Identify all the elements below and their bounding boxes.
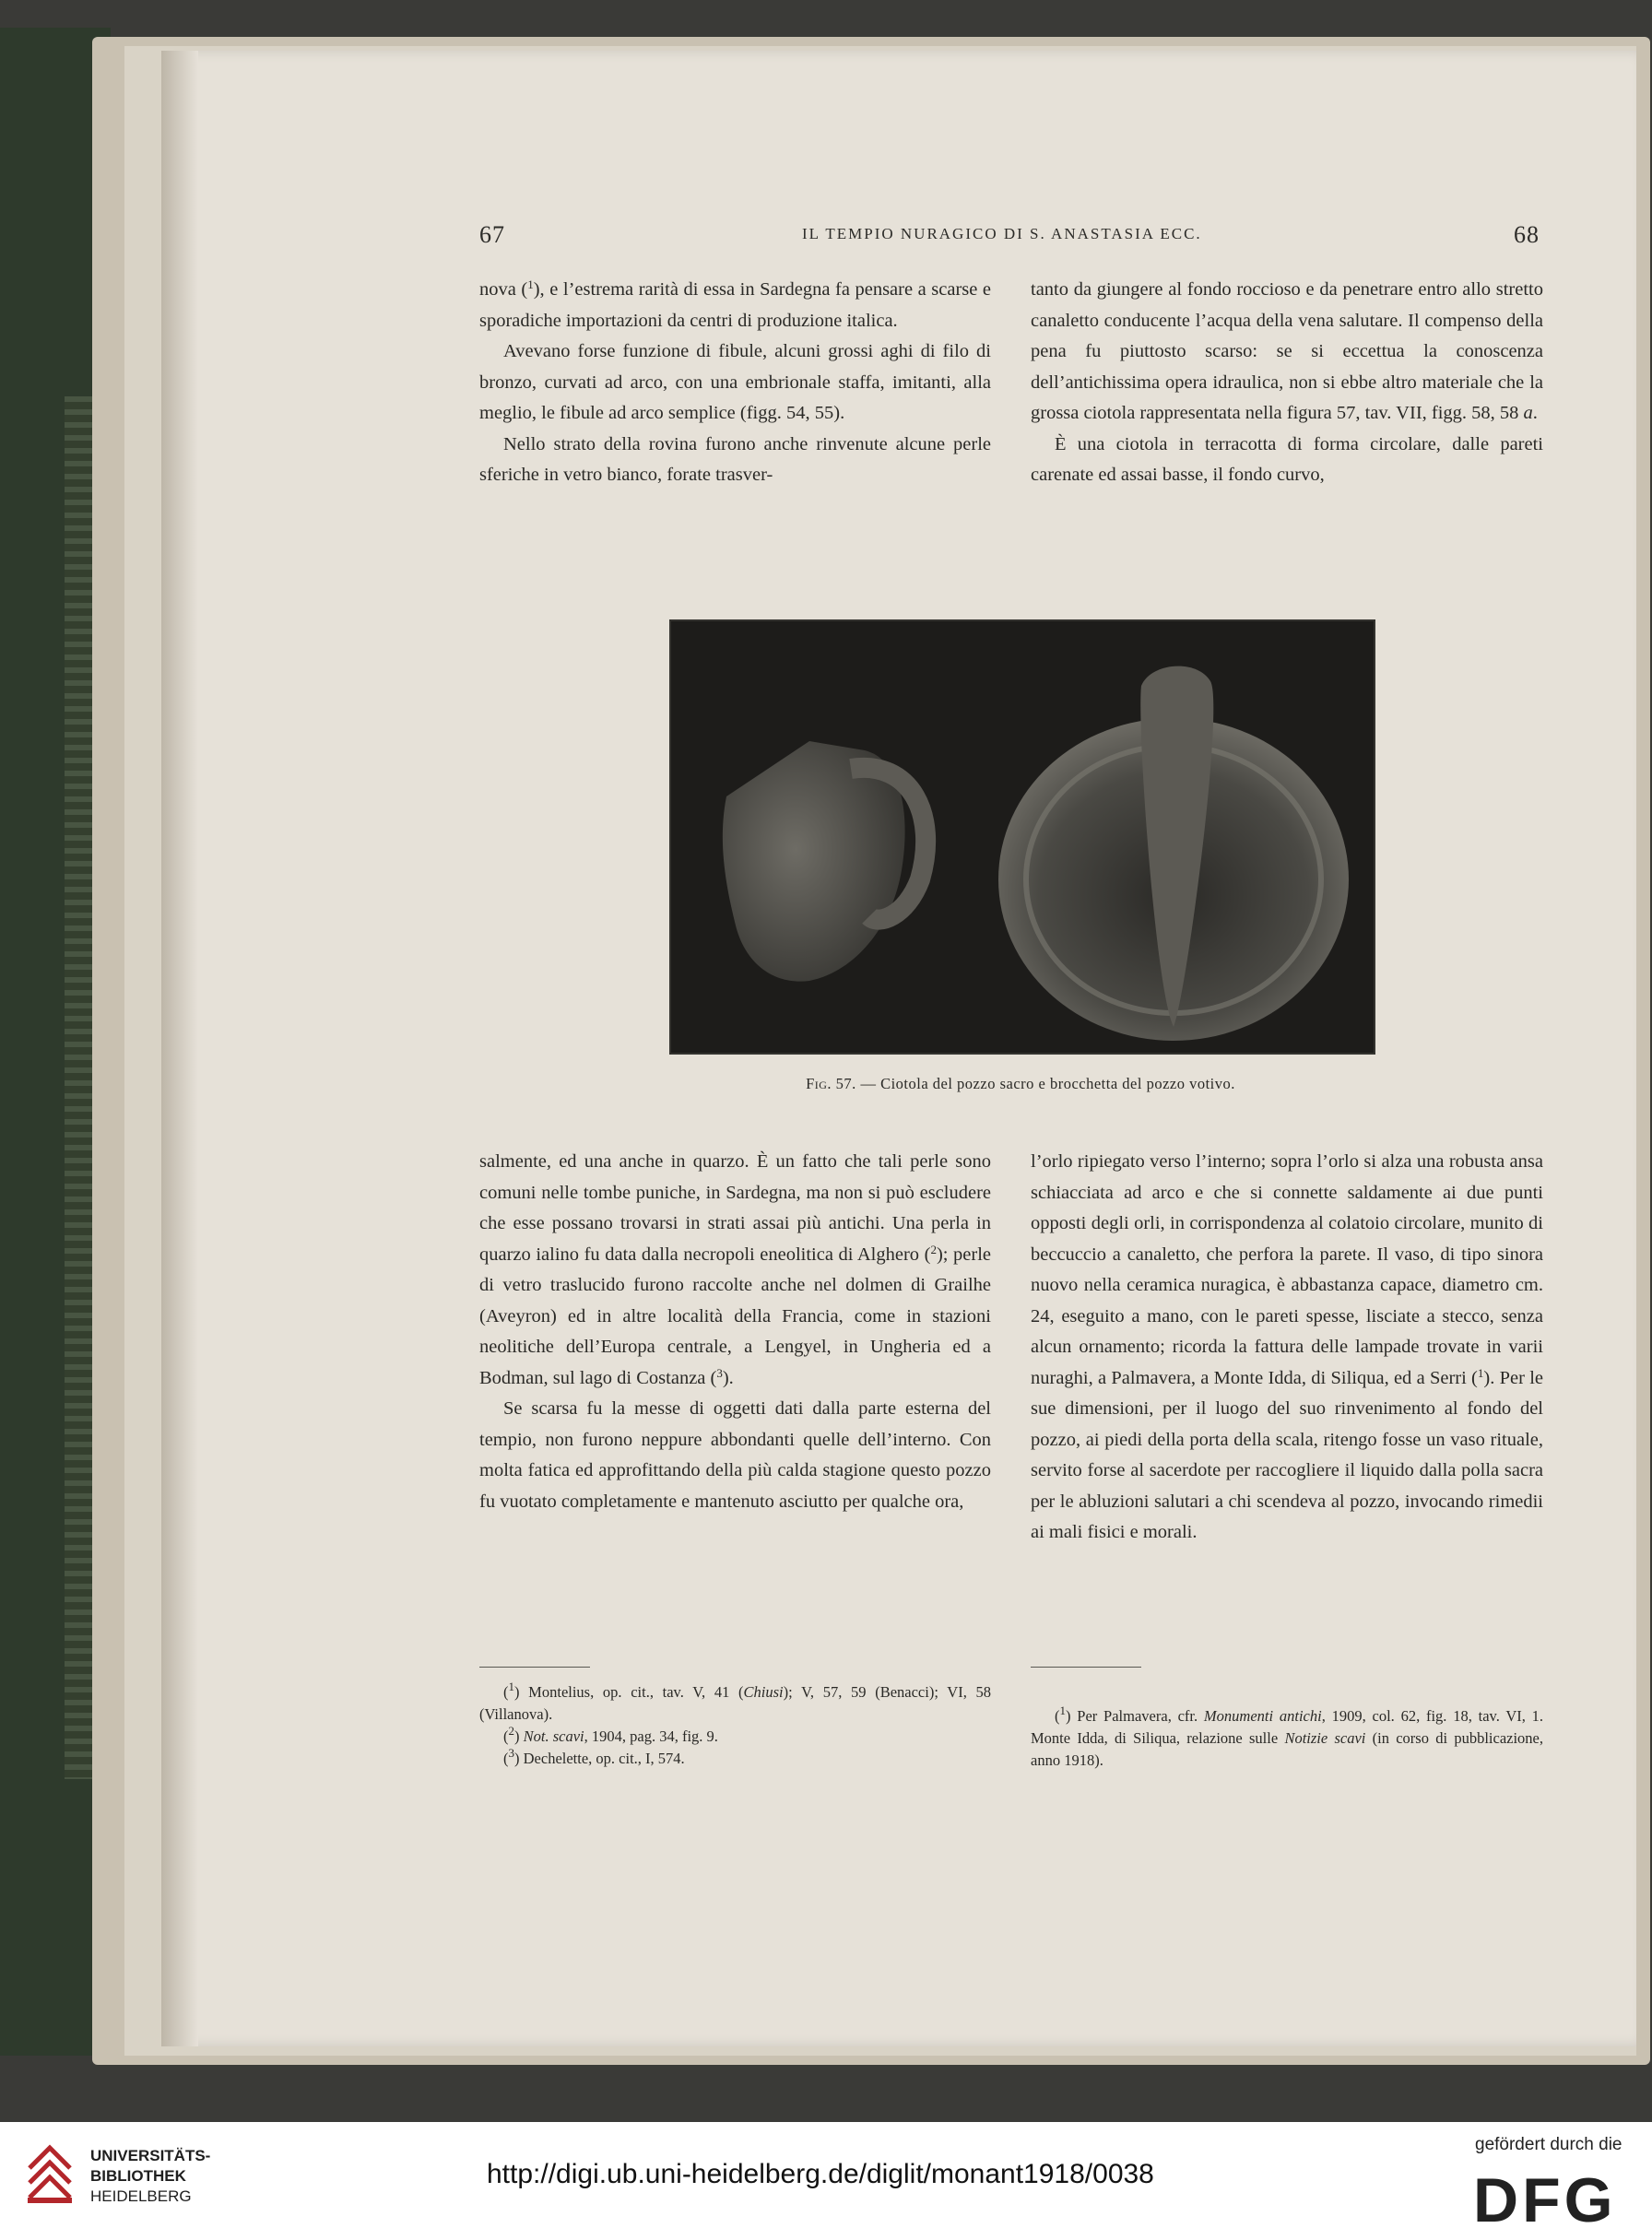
text: salmente, ed una anche in quarzo. È un fatto che tali perle sono comuni nelle tombe puniche, in Sardegna, ma non si può escludere che esse possano trovarsi in strati assai più antichi. Una perla in quarzo ialino fu data dalla necropoli eneolitica di Alghero ( — [479, 1151, 991, 1265]
text: ); perle di vetro traslucido furono raccolte anche nel dolmen di Grailhe (Aveyron) ed in altre località della Francia, come in stazioni neolitiche dell’Europa centrale, a Lengyel, in Ungheria ed a Bodman, sul lago di Costanza ( — [479, 1244, 991, 1388]
figure-label: Fig. 57. — [806, 1075, 856, 1092]
footnote-ref: 3 — [716, 1365, 723, 1380]
footnotes-left — [479, 1681, 991, 1770]
left-page-number: 67 — [479, 221, 505, 248]
text: , 1909, col. 62, fig. 18, tav. VI, 1. Monte Idda, di Siliqua, relazione sulle — [1031, 1707, 1544, 1747]
text: nova ( — [479, 279, 528, 300]
right-page-number: 68 — [1514, 221, 1540, 248]
paragraph — [479, 1147, 991, 1394]
library-name[interactable] — [90, 2146, 210, 2207]
text: , 1904, pag. 34, fig. 9. — [584, 1727, 718, 1745]
italic-text: Notizie scavi — [1284, 1729, 1366, 1747]
paragraph: Nello strato della rovina furono anche rinvenute alcune perle sferiche in vetro bianco, forate trasver- — [479, 433, 991, 485]
footnote: ($^1$) Per Palmavera, cfr. Monumenti antichi, 1909, col. 62, fig. 18, tav. VI, 1. Monte Idda, di Siliqua, relazione sulle Notizie scavi (in corso di pubblicazione, anno 1918). — [1031, 1704, 1544, 1769]
footnote-number: 3 — [508, 1746, 514, 1760]
figure-photograph — [669, 619, 1375, 1055]
paragraph: Se scarsa fu la messe di oggetti dati dalla parte esterna del tempio, non furono neppure abbondanti quelle dell’interno. Con molta fatica ed approfittando della più calda stagione questo pozzo fu vuotato completamente e mantenuto asciutto per qualche ora, — [479, 1398, 991, 1512]
text: l’orlo ripiegato verso l’interno; sopra l’orlo si alza una robusta ansa schiacciata ad arco e che si connette saldamente ai due punti opposti degli orli, in corrispondenza al colatoio circolare, munito di beccuccio a canaletto, che perfora la parete. Il vaso, di tipo sinora nuovo nella ceramica nuragica, è abbastanza capace, diametro cm. 24, eseguito a mano, con le pareti spesse, lisciate a stecco, senza alcun ornamento; ricorda la fattura delle lampade trovate in varii nuraghi, a Palmavera, a Monte Idda, di Siliqua, ed a Serri ( — [1031, 1151, 1543, 1388]
library-name-line: HEIDELBERG — [90, 2187, 192, 2205]
running-head: IL TEMPIO NURAGICO DI S. ANASTASIA ECC. — [802, 225, 1202, 242]
footnote-rule-right — [1031, 1667, 1141, 1668]
footnote-ref: 2 — [930, 1242, 937, 1256]
pottery-photo — [671, 621, 1374, 1053]
text: ). Per le sue dimensioni, per il luogo del suo rinvenimento al fondo del pozzo, ai piedi della porta della scala, ritengo fosse un vaso rituale, servito forse al sacerdote per raccogliere il liquido dalla polla sacra per le abluzioni salutari a chi scendeva al pozzo, invocando rimedii ai mali fisici e morali. — [1031, 1367, 1543, 1542]
italic-text: Monumenti antichi — [1203, 1707, 1322, 1725]
permalink-url[interactable]: http://digi.ub.uni-heidelberg.de/diglit/monant1918/0038 — [487, 2159, 1154, 2189]
italic-text: Not. scavi — [519, 1727, 584, 1745]
library-name-line: BIBLIOTHEK — [90, 2167, 186, 2185]
paragraph — [1031, 1147, 1543, 1549]
text: ); V, 57, 59 (Benacci); VI, 58 (Villanova). — [479, 1683, 992, 1723]
column-bottom-right — [1031, 1147, 1543, 1549]
university-library-logo-icon[interactable] — [22, 2140, 77, 2214]
funded-by-text: gefördert durch die — [1475, 2135, 1622, 2154]
footnote-number: 2 — [508, 1724, 514, 1738]
dfg-logo-text: DFG — [1473, 2166, 1617, 2231]
footnotes-right — [1031, 1705, 1543, 1772]
text: Dechelette, op. cit., I, 574. — [519, 1750, 685, 1767]
text: tanto da giungere al fondo roccioso e da penetrare entro allo stretto canaletto conducente l’acqua della vena salutare. Il compenso della pena fu piuttosto scarso: se si eccettua la conoscenza dell’antichissima opera idraulica, non si ebbe altro materiale che la grossa ciotola rappresentata nella figura 57, tav. VII, figg. 58, 58 — [1031, 279, 1543, 423]
paragraph: È una ciotola in terracotta di forma circolare, dalle pareti carenate ed assai basse, il fondo curvo, — [1031, 433, 1543, 485]
text: ). — [722, 1367, 734, 1388]
column-bottom-left — [479, 1147, 991, 1517]
text: ), e l’estrema rarità di essa in Sardegna fa pensare a scarse e sporadiche importazioni da centri di produzione italica. — [479, 279, 991, 331]
caption-text: — Ciotola del pozzo sacro e brocchetta del pozzo votivo. — [856, 1075, 1235, 1092]
viewer-footer — [0, 2122, 1652, 2240]
paragraph: Avevano forse funzione di fibule, alcuni grossi aghi di filo di bronzo, curvati ad arco, con una embrionale staffa, imitanti, alla meglio, le fibule ad arco semplice (figg. 54, 55). — [479, 341, 991, 423]
footnote-number: 1 — [508, 1680, 514, 1693]
paragraph — [1031, 275, 1543, 430]
column-top-left — [479, 275, 991, 491]
footnote-rule-left — [479, 1667, 590, 1668]
column-top-right — [1031, 275, 1543, 491]
footnote: ($^3$) Dechelette, op. cit., I, 574. — [503, 1746, 685, 1767]
footnote-number: 1 — [1059, 1704, 1066, 1717]
dfg-logo-icon[interactable] — [1473, 2166, 1630, 2231]
footnote: ($^1$) Montelius, op. cit., tav. V, 41 (Chiusi); V, 57, 59 (Benacci); VI, 58 (Villanova). — [479, 1680, 992, 1723]
italic-text: a — [1523, 403, 1533, 423]
footnote-ref: 1 — [1477, 1365, 1484, 1380]
footnote-ref: 1 — [527, 277, 534, 291]
text: . — [1532, 403, 1538, 423]
figure-caption — [669, 1075, 1372, 1093]
library-name-line: UNIVERSITÄTS- — [90, 2147, 211, 2164]
italic-text: Chiusi — [743, 1683, 784, 1701]
paragraph — [479, 275, 991, 336]
text: Per Palmavera, cfr. — [1070, 1707, 1204, 1725]
text: (in corso di pubblicazione, anno 1918). — [1031, 1729, 1544, 1769]
page-gutter-shadow — [161, 51, 198, 2046]
text: Montelius, op. cit., tav. V, 41 ( — [519, 1683, 744, 1701]
footnote: ($^2$) Not. scavi, 1904, pag. 34, fig. 9. — [503, 1724, 718, 1745]
